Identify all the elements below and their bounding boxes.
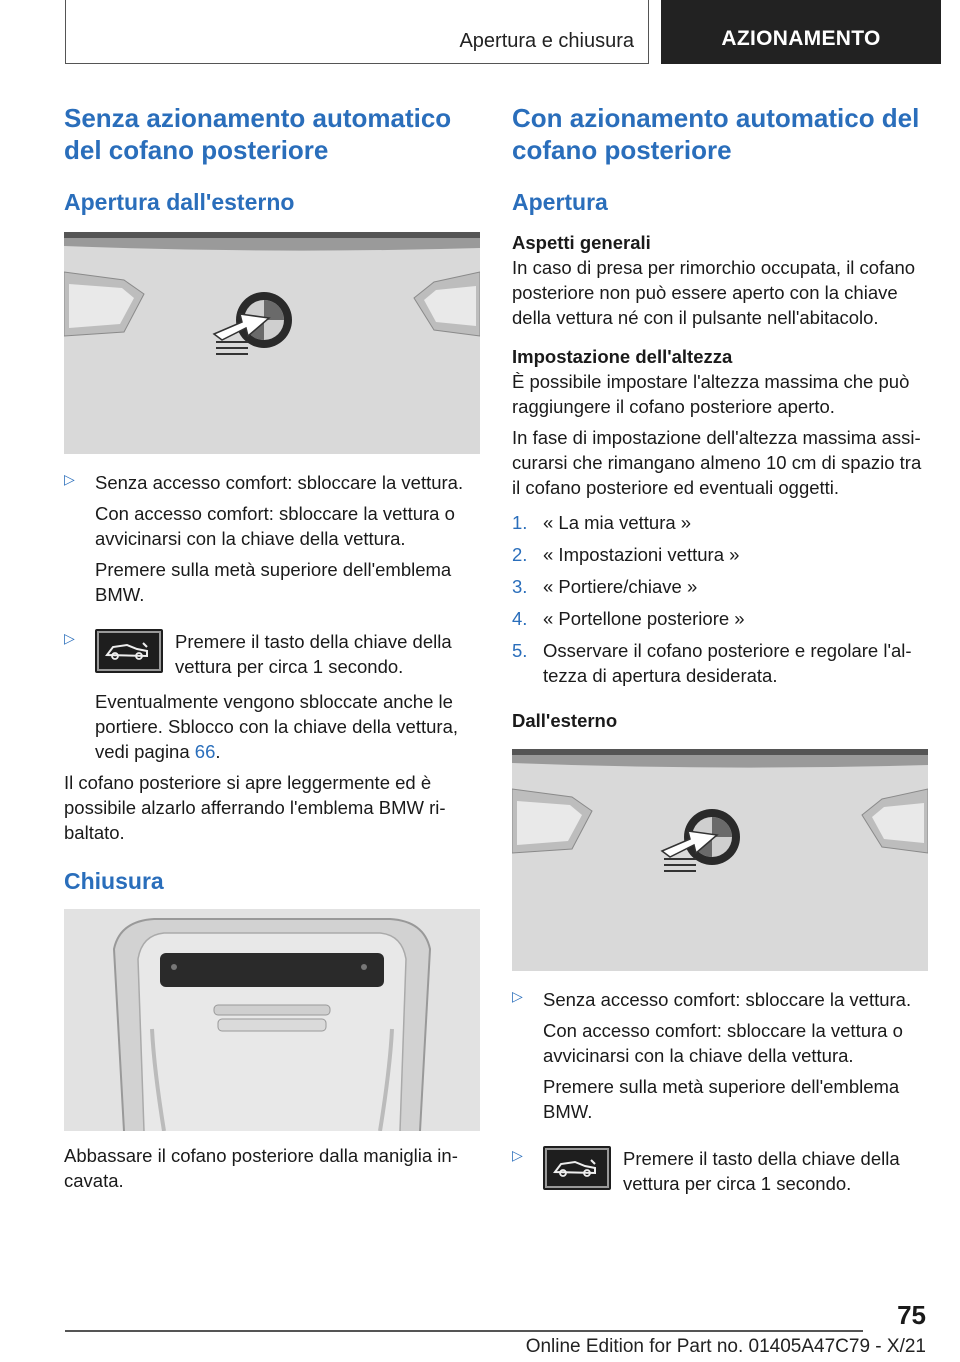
- left-column: [64, 102, 480, 1193]
- tailgate-handle-image: [64, 909, 480, 1131]
- page-number: 75: [897, 1300, 926, 1330]
- footer-divider: [65, 1330, 863, 1332]
- list-item: 4. « Portellone posteriore »: [512, 608, 745, 629]
- heading-outside: Dall'esterno: [512, 710, 618, 731]
- right-column: [512, 102, 928, 1196]
- bullet-triangle-icon: ▷: [64, 630, 75, 646]
- car-tailgate-key-icon: [543, 1146, 611, 1190]
- list-item: ▷ Premere il tasto della chiave della vettura per circa 1 secondo. Eventualmente vengono sbloccate anche le portiere. Sblocco con la chiave della vettura, vedi pagina 66.: [64, 630, 459, 762]
- left-subtitle-closing: Chiusura: [64, 868, 164, 894]
- right-subtitle-opening: Apertura: [512, 189, 608, 215]
- edition-text: Online Edition for Part no. 01405A47C79 - X/21: [525, 1336, 926, 1357]
- heading-general: Aspetti generali: [512, 232, 651, 253]
- right-title: Con azionamento automatico del cofano posteriore: [512, 103, 920, 165]
- paragraph: In fase di impostazione dell'altezza massima assicurarsi che rimangano almeno 10 cm di spazio tra il cofano posteriore ed eventuali oggetti.: [512, 427, 922, 498]
- page-link[interactable]: 66: [194, 741, 216, 762]
- bullet-triangle-icon: ▷: [64, 471, 75, 487]
- bullet-triangle-icon: ▷: [512, 1147, 523, 1163]
- list-item: ▷ Senza accesso comfort: sbloccare la vettura. Con accesso comfort: sbloccare la vettura o avvicinarsi con la chiave della vettura. Premere sulla metà superiore dell'emblema BMW.: [512, 988, 912, 1122]
- list-item: 1. « La mia vettura »: [512, 512, 692, 533]
- list-item: ▷ Senza accesso comfort: sbloccare la vettura. Con accesso comfort: sbloccare la vettura o avvicinarsi con la chiave della vettura. Premere sulla metà superiore dell'emblema BMW.: [64, 471, 464, 605]
- list-item: 2. « Impostazioni vettura »: [512, 544, 740, 565]
- numbered-list: [512, 510, 928, 688]
- list-item: ▷ Premere il tasto della chiave della vettura per circa 1 secondo.: [512, 1147, 900, 1194]
- left-subtitle-opening: Apertura dall'esterno: [64, 189, 295, 215]
- list-item: 5. Osservare il cofano posteriore e regolare l'altezza di apertura desiderata.: [512, 640, 912, 686]
- header-frame: [65, 0, 649, 64]
- paragraph: In caso di presa per rimorchio occupata, il cofano posteriore non può essere aperto con la chiave della vettura né con il pulsante nell'abitacolo.: [512, 257, 916, 328]
- paragraph: È possibile impostare l'altezza massima che può raggiungere il cofano posteriore aperto.: [512, 371, 910, 417]
- list-item: 3. « Portiere/chiave »: [512, 576, 698, 597]
- closing-text: Abbassare il cofano posteriore dalla maniglia incavata.: [64, 1145, 458, 1191]
- tailgate-emblem-image: [512, 749, 928, 971]
- tailgate-emblem-image: [64, 232, 480, 454]
- paragraph: Il cofano posteriore si apre leggermente ed è possibile alzarlo afferrando l'emblema BMW ribaltato.: [64, 772, 446, 843]
- left-title: Senza azionamento automatico del cofano posteriore: [64, 103, 452, 165]
- car-tailgate-key-icon: [95, 629, 163, 673]
- chapter-tab: AZIONAMENTO: [661, 0, 941, 64]
- section-title: Apertura e chiusura: [459, 30, 634, 52]
- heading-height: Impostazione dell'altezza: [512, 346, 733, 367]
- bullet-triangle-icon: ▷: [512, 988, 523, 1004]
